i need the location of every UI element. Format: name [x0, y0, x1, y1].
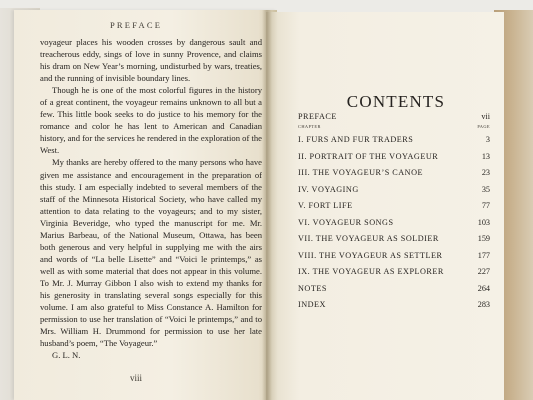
toc-entry — [298, 132, 490, 149]
toc-entry-page: 3 — [485, 135, 490, 144]
toc-entry-title: III. THE VOYAGEUR’S CANOE — [298, 168, 423, 177]
table-of-contents — [298, 111, 490, 314]
toc-entry-title: IX. THE VOYAGEUR AS EXPLORER — [298, 267, 444, 276]
toc-entry-page: 159 — [477, 234, 490, 243]
gutter-shadow — [262, 10, 272, 400]
toc-entry-title: I. FURS AND FUR TRADERS — [298, 135, 414, 144]
running-head: PREFACE — [110, 20, 163, 30]
toc-entry — [298, 281, 490, 298]
toc-entry — [298, 198, 490, 215]
toc-entry-title: NOTES — [298, 283, 327, 293]
page-number-left: viii — [130, 373, 143, 383]
toc-page-header: PAGE — [477, 124, 490, 129]
toc-entry-page: 103 — [477, 217, 490, 227]
toc-entry-page: 264 — [477, 283, 490, 293]
toc-entry-title: VI. VOYAGEUR SONGS — [298, 217, 394, 227]
toc-entry — [298, 297, 490, 314]
toc-entry-page: 177 — [477, 250, 490, 260]
author-initials: G. L. N. — [52, 350, 81, 361]
toc-entry-page: 13 — [481, 151, 490, 161]
toc-entry-title: INDEX — [298, 300, 326, 309]
preface-paragraph: Though he is one of the most colorful figures in the history of a great continent, the voyageur remains unknown to all but a few. This little book seeks to do justice to his memory for the romance and color he has lent to American and Canadian history, and for the services he rendered in the exploration of the West. — [40, 85, 262, 156]
toc-entry — [298, 165, 490, 182]
toc-chapter-header: CHAPTER — [298, 124, 321, 129]
toc-entry-title: II. PORTRAIT OF THE VOYAGEUR — [298, 151, 439, 161]
toc-entry — [298, 248, 490, 265]
toc-entry-page: 227 — [477, 267, 490, 276]
toc-entry — [298, 111, 490, 122]
toc-column-headers — [298, 122, 490, 132]
toc-entry — [298, 264, 490, 281]
toc-entry-page: 23 — [481, 168, 490, 177]
toc-entry-page: vii — [481, 112, 490, 121]
toc-entry-page: 283 — [477, 300, 490, 309]
toc-entry-title: V. FORT LIFE — [298, 201, 353, 210]
toc-entry-page: 77 — [481, 201, 490, 210]
toc-entry-title: VIII. THE VOYAGEUR AS SETTLER — [298, 250, 443, 260]
preface-text — [40, 36, 262, 361]
toc-entry-title: PREFACE — [298, 112, 337, 121]
toc-entry — [298, 182, 490, 199]
preface-paragraph: My thanks are hereby offered to the many persons who have given me assistance and encouragement in the preparation of this study. I am especially indebted to several members of the staff of the Minnesota Historical Society, who have called my attention to data relating to the voyageurs; and to my sister, Virginia Beveridge, who typed the manuscript for me. Mr. Marius Barbeau, of the National Museum, Ottawa, has been both generous and very helpful in supplying me with the airs and words of “La belle Lisette” and “Voici le printemps,” as well as with some material that does not appear in this volume. To Mr. J. Murray Gibbon I also wish to extend my thanks for his generosity in translating several songs especially for this volume. I am also grateful to Miss Constance A. Hamilton for permission to use her translation of “Voici le printemps,” and to Mrs. William H. Drummond for permission to use her late husband’s poem, “The Voyageur.” — [40, 157, 262, 349]
toc-entry — [298, 215, 490, 232]
toc-entry-title: IV. VOYAGING — [298, 184, 359, 194]
contents-title: CONTENTS — [346, 92, 446, 111]
toc-entry-title: VII. THE VOYAGEUR AS SOLDIER — [298, 234, 439, 243]
toc-entry — [298, 149, 490, 166]
preface-paragraph: voyageur places his wooden crosses by dangerous sault and treacherous eddy, sings of love in sunny Provence, and claims his dram on New Year’s morning, undisturbed by wars, treaties, and the running of invisible boundary lines. — [40, 37, 262, 84]
toc-entry-page: 35 — [481, 184, 490, 194]
toc-entry — [298, 231, 490, 248]
